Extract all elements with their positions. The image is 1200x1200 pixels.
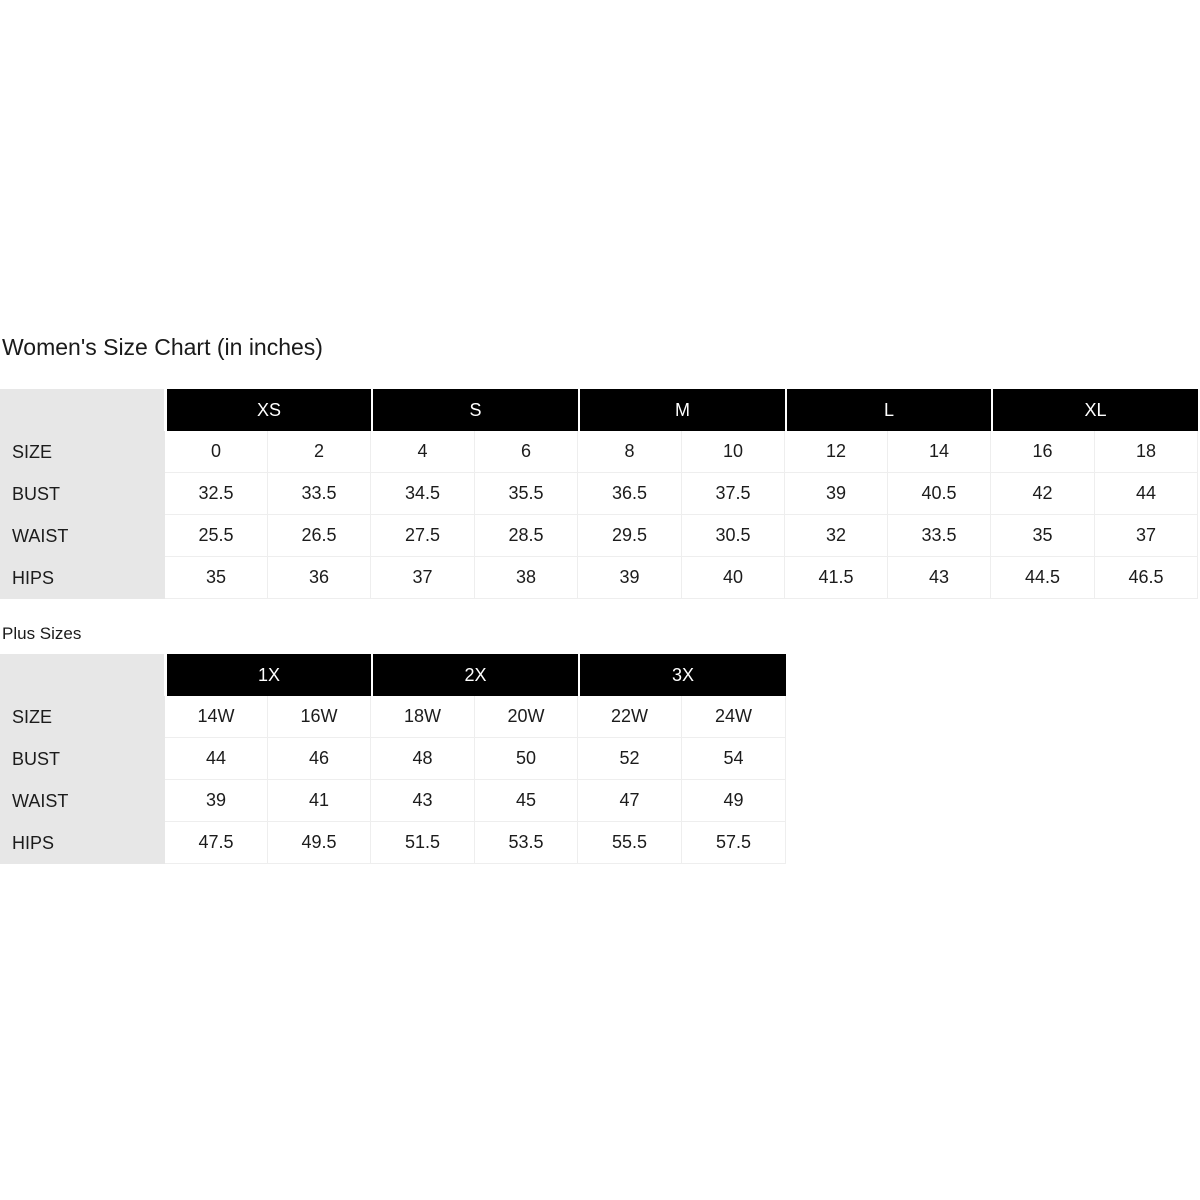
table-corner bbox=[0, 654, 165, 696]
table-cell: 38 bbox=[475, 557, 578, 599]
table-cell: 33.5 bbox=[888, 515, 991, 557]
size-group-header: 2X bbox=[371, 654, 578, 696]
row-label: HIPS bbox=[0, 557, 165, 599]
table-cell: 46.5 bbox=[1095, 557, 1198, 599]
table-cell: 41 bbox=[268, 780, 371, 822]
plus-sizes-title: Plus Sizes bbox=[2, 624, 82, 643]
row-label: WAIST bbox=[0, 515, 165, 557]
table-cell: 42 bbox=[991, 473, 1095, 515]
table-cell: 50 bbox=[475, 738, 578, 780]
row-label: SIZE bbox=[0, 696, 165, 738]
table-cell: 46 bbox=[268, 738, 371, 780]
table-cell: 37 bbox=[371, 557, 475, 599]
table-cell: 24W bbox=[682, 696, 786, 738]
table-cell: 27.5 bbox=[371, 515, 475, 557]
table-cell: 12 bbox=[785, 431, 888, 473]
table-cell: 26.5 bbox=[268, 515, 371, 557]
table-cell: 2 bbox=[268, 431, 371, 473]
table-cell: 48 bbox=[371, 738, 475, 780]
table-cell: 54 bbox=[682, 738, 786, 780]
table-cell: 43 bbox=[888, 557, 991, 599]
size-group-header: L bbox=[785, 389, 991, 431]
table-cell: 55.5 bbox=[578, 822, 682, 864]
table-cell: 4 bbox=[371, 431, 475, 473]
table-row bbox=[0, 557, 1198, 599]
table-cell: 35.5 bbox=[475, 473, 578, 515]
row-label: SIZE bbox=[0, 431, 165, 473]
table-cell: 43 bbox=[371, 780, 475, 822]
table-row bbox=[0, 822, 786, 864]
table-cell: 35 bbox=[991, 515, 1095, 557]
size-group-header: XS bbox=[165, 389, 371, 431]
size-group-header: 1X bbox=[165, 654, 371, 696]
row-label: BUST bbox=[0, 473, 165, 515]
table-cell: 14 bbox=[888, 431, 991, 473]
table-cell: 44 bbox=[165, 738, 268, 780]
table-cell: 14W bbox=[165, 696, 268, 738]
table-cell: 40.5 bbox=[888, 473, 991, 515]
size-group-header: XL bbox=[991, 389, 1198, 431]
size-chart-table bbox=[0, 389, 1198, 599]
table-cell: 40 bbox=[682, 557, 785, 599]
table-cell: 41.5 bbox=[785, 557, 888, 599]
table-cell: 6 bbox=[475, 431, 578, 473]
table-cell: 36 bbox=[268, 557, 371, 599]
table-row bbox=[0, 431, 1198, 473]
table-corner bbox=[0, 389, 165, 431]
table-cell: 39 bbox=[165, 780, 268, 822]
table-cell: 49.5 bbox=[268, 822, 371, 864]
table-cell: 33.5 bbox=[268, 473, 371, 515]
table-row bbox=[0, 780, 786, 822]
table-cell: 36.5 bbox=[578, 473, 682, 515]
table-cell: 18W bbox=[371, 696, 475, 738]
row-label: WAIST bbox=[0, 780, 165, 822]
table-cell: 0 bbox=[165, 431, 268, 473]
table-cell: 22W bbox=[578, 696, 682, 738]
table-row bbox=[0, 473, 1198, 515]
plus-size-chart-table bbox=[0, 654, 786, 864]
table-cell: 18 bbox=[1095, 431, 1198, 473]
table-cell: 37.5 bbox=[682, 473, 785, 515]
size-group-header: 3X bbox=[578, 654, 786, 696]
table-cell: 20W bbox=[475, 696, 578, 738]
size-group-header: S bbox=[371, 389, 578, 431]
table-cell: 49 bbox=[682, 780, 786, 822]
table-cell: 57.5 bbox=[682, 822, 786, 864]
table-cell: 39 bbox=[785, 473, 888, 515]
table-cell: 25.5 bbox=[165, 515, 268, 557]
table-cell: 45 bbox=[475, 780, 578, 822]
table-cell: 44.5 bbox=[991, 557, 1095, 599]
table-cell: 44 bbox=[1095, 473, 1198, 515]
size-group-header: M bbox=[578, 389, 785, 431]
page-title: Women's Size Chart (in inches) bbox=[2, 334, 323, 360]
table-cell: 51.5 bbox=[371, 822, 475, 864]
table-cell: 34.5 bbox=[371, 473, 475, 515]
table-row bbox=[0, 738, 786, 780]
table-cell: 37 bbox=[1095, 515, 1198, 557]
row-label: BUST bbox=[0, 738, 165, 780]
table-cell: 10 bbox=[682, 431, 785, 473]
table-cell: 30.5 bbox=[682, 515, 785, 557]
row-label: HIPS bbox=[0, 822, 165, 864]
table-cell: 8 bbox=[578, 431, 682, 473]
table-cell: 47 bbox=[578, 780, 682, 822]
table-cell: 35 bbox=[165, 557, 268, 599]
table-cell: 28.5 bbox=[475, 515, 578, 557]
table-cell: 52 bbox=[578, 738, 682, 780]
table-cell: 32.5 bbox=[165, 473, 268, 515]
table-cell: 16W bbox=[268, 696, 371, 738]
table-cell: 32 bbox=[785, 515, 888, 557]
table-cell: 47.5 bbox=[165, 822, 268, 864]
table-cell: 29.5 bbox=[578, 515, 682, 557]
table-row bbox=[0, 515, 1198, 557]
table-cell: 53.5 bbox=[475, 822, 578, 864]
table-row bbox=[0, 696, 786, 738]
table-cell: 39 bbox=[578, 557, 682, 599]
table-cell: 16 bbox=[991, 431, 1095, 473]
